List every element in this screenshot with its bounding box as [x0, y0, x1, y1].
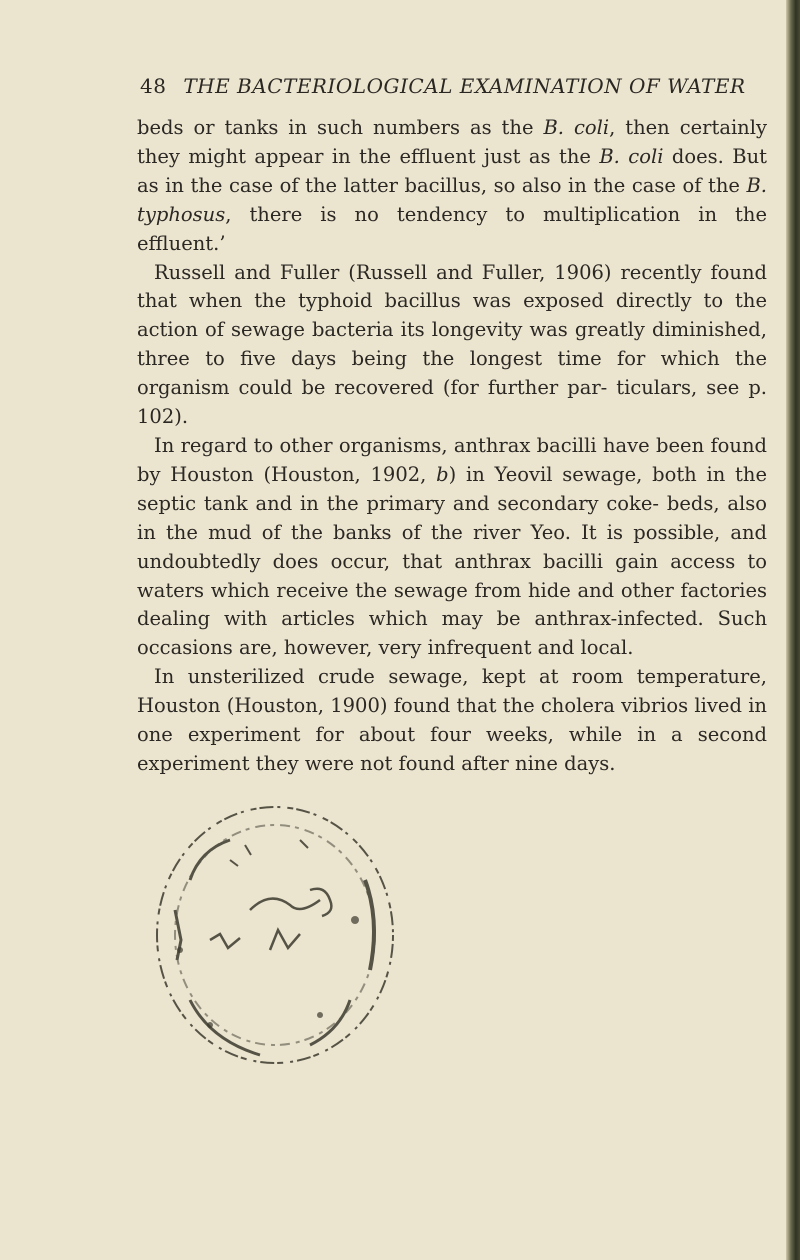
library-stamp-icon [150, 800, 400, 1070]
paragraph [137, 114, 767, 259]
italic-term: B. typhosus [137, 173, 767, 226]
paragraph [137, 259, 767, 432]
running-header [140, 74, 760, 98]
text-run: In regard to other organisms, anthrax bacilli have been found by Houston (Houston, 1902, [137, 433, 767, 486]
text-run: , there is no tendency to multiplication in the effluent.’ [137, 202, 767, 255]
italic-term: B. coli [599, 144, 664, 168]
paragraph [137, 432, 767, 663]
text-run: does. But as in the case of the latter bacillus, so also in the case of the [137, 144, 767, 197]
running-head-title: THE BACTERIOLOGICAL EXAMINATION OF WATER [183, 74, 746, 98]
italic-term: B. coli [543, 116, 610, 139]
page-number: 48 [140, 74, 167, 98]
stamp-graphic [150, 800, 400, 1070]
paragraph [137, 663, 767, 779]
page-edge-shadow [786, 0, 800, 1260]
text-run: ) in Yeovil sewage, both in the septic tank and in the primary and secondary coke- beds, also in the mud of the banks of the river Yeo. It is possible, and undoubtedly does occur, that anthrax bacilli gain access to waters which receive the sewage from hide and other factories dealing with articles which may be anthrax-infected. Such occasions are, however, very infrequent and local. [137, 462, 767, 660]
text-run: Russell and Fuller (Russell and Fuller, 1906) recently found that when the typhoid bacillus was exposed directly to the action of sewage bacteria its longevity was greatly diminished, three to five days being the longest time for which the organism could be recovered (for further par- ticulars, see p. 102). [137, 260, 767, 429]
text-run: beds or tanks in such numbers as the [137, 116, 544, 139]
body-text [137, 114, 767, 779]
italic-term: b [436, 462, 449, 486]
text-run: , then certainly they might appear in the effluent just as the [137, 116, 767, 168]
text-run: In unsterilized crude sewage, kept at room temperature, Houston (Houston, 1900) found that the cholera vibrios lived in one experiment for about four weeks, while in a second experiment they were not found after nine days. [137, 665, 767, 775]
